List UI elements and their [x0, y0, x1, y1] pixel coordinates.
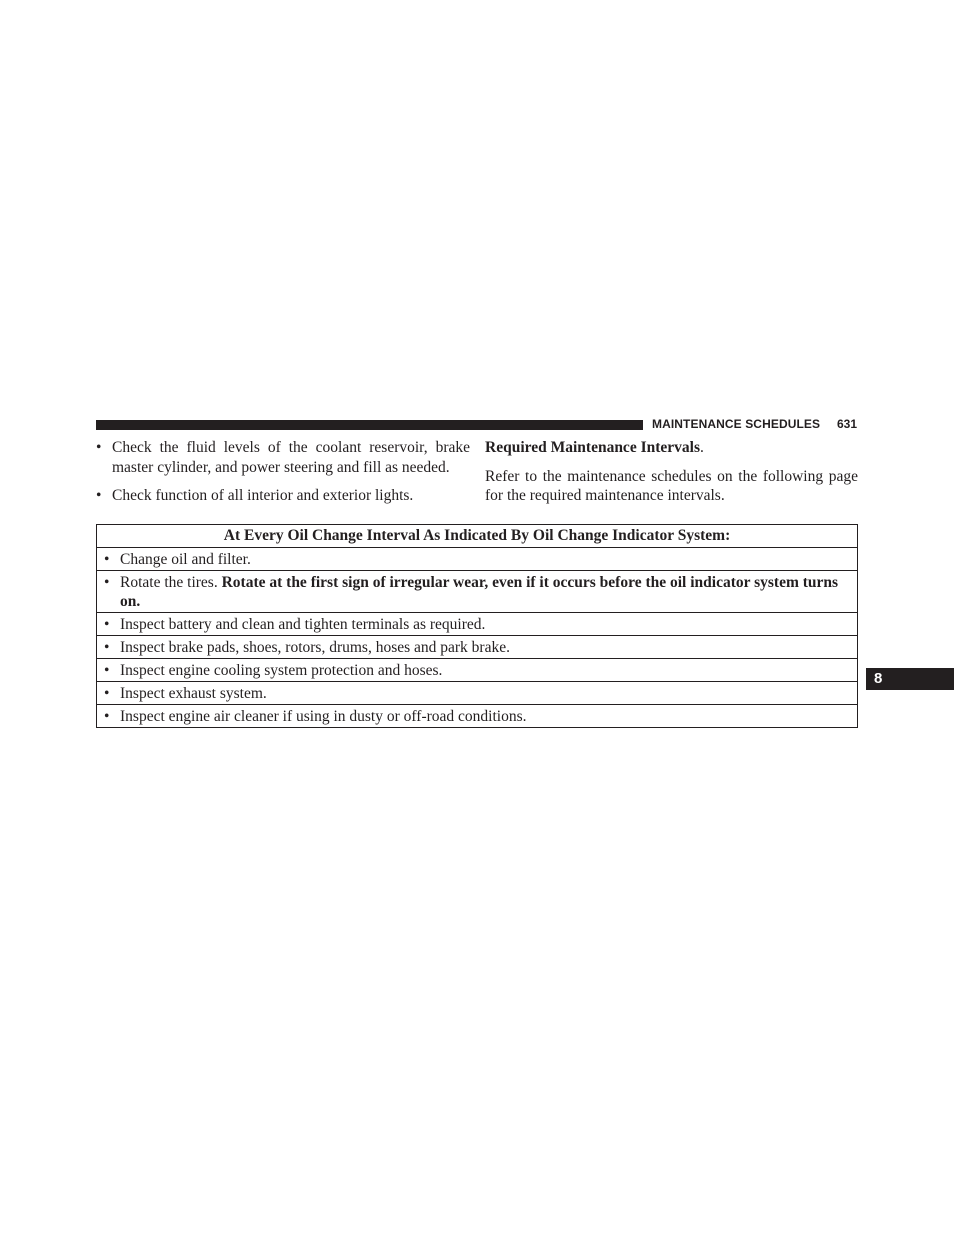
- bullet-icon: •: [104, 662, 110, 679]
- table-row: [97, 705, 857, 727]
- header-rule: [96, 420, 643, 430]
- table-header: At Every Oil Change Interval As Indicated By Oil Change Indicator System:: [97, 525, 857, 548]
- table-row: [97, 682, 857, 705]
- right-column: [485, 438, 858, 515]
- list-item: [96, 438, 470, 477]
- bullet-icon: •: [104, 639, 110, 656]
- row-text: Change oil and filter.: [120, 551, 251, 568]
- left-column: [96, 438, 470, 515]
- bullet-icon: •: [104, 616, 110, 633]
- running-header-title: MAINTENANCE SCHEDULES: [652, 417, 821, 431]
- row-text: Rotate the tires.: [120, 574, 222, 591]
- row-bold-text: Rotate at the first sign of irregular wear, even if it occurs before the oil indicator system turns on.: [120, 574, 839, 610]
- row-text: Inspect brake pads, shoes, rotors, drums, hoses and park brake.: [120, 639, 510, 656]
- row-text: Inspect battery and clean and tighten terminals as required.: [120, 616, 486, 633]
- list-item-text: Check the fluid levels of the coolant reservoir, brake master cylinder, and power steering and fill as needed.: [112, 439, 470, 476]
- row-text: Inspect engine air cleaner if using in dusty or off-road conditions.: [120, 708, 527, 725]
- page-number: 631: [837, 417, 858, 431]
- row-text: Inspect exhaust system.: [120, 685, 267, 702]
- chapter-tab: 8: [866, 668, 954, 690]
- section-heading-line: [485, 438, 858, 458]
- section-heading: Required Maintenance Intervals: [485, 439, 700, 456]
- list-item-text: Check function of all interior and exterior lights.: [112, 487, 414, 504]
- bullet-icon: •: [104, 708, 110, 725]
- list-item: [96, 486, 470, 506]
- table-row: [97, 571, 857, 613]
- body-paragraph: Refer to the maintenance schedules on the following page for the required maintenance intervals.: [485, 467, 858, 504]
- bullet-icon: •: [104, 685, 110, 702]
- left-bullet-list: [96, 438, 470, 506]
- bullet-icon: •: [96, 487, 102, 504]
- table-row: [97, 548, 857, 571]
- bullet-icon: •: [104, 574, 110, 591]
- bullet-icon: •: [96, 439, 102, 456]
- maintenance-table: [96, 524, 858, 728]
- row-text: Inspect engine cooling system protection and hoses.: [120, 662, 443, 679]
- bullet-icon: •: [104, 551, 110, 568]
- table-row: [97, 659, 857, 682]
- section-heading-suffix: .: [699, 439, 704, 456]
- table-row: [97, 613, 857, 636]
- table-row: [97, 636, 857, 659]
